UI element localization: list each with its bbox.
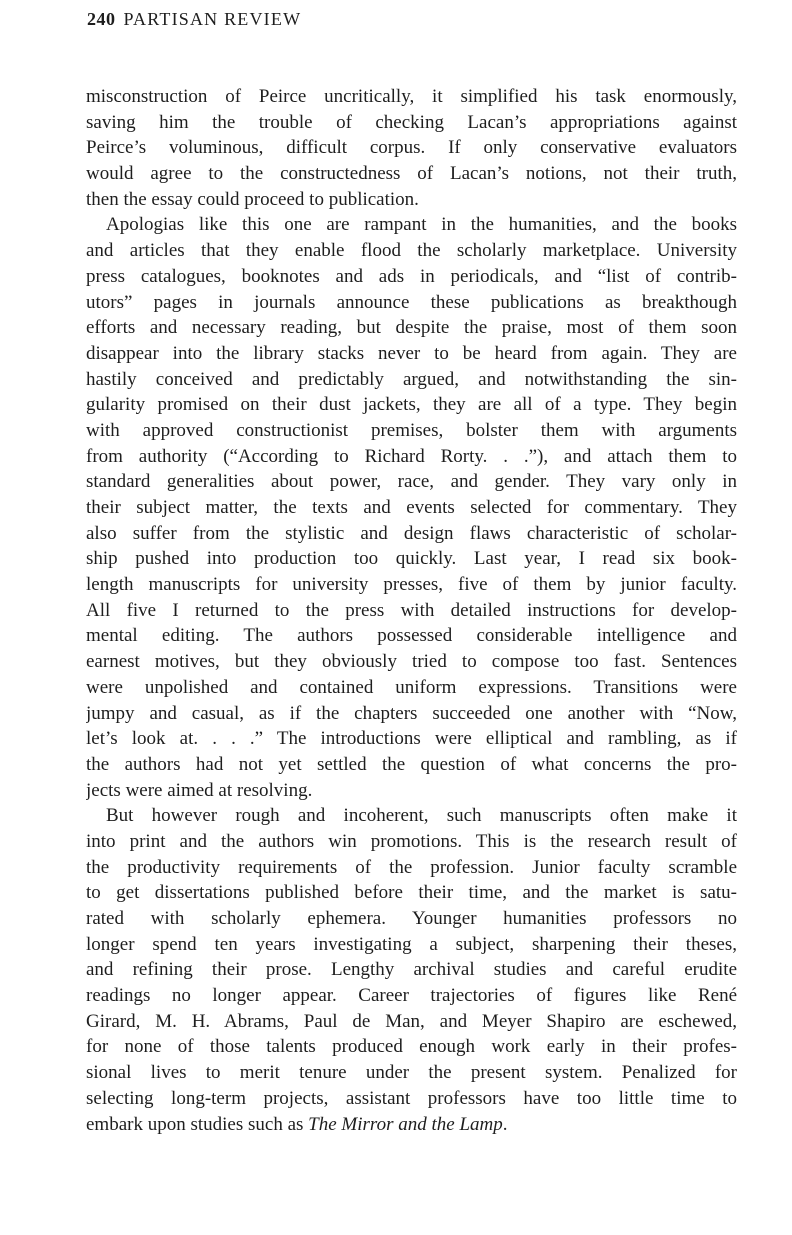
- text-line: and refining their prose. Lengthy archival studies and careful erudite: [86, 959, 737, 981]
- text-line: sional lives to merit tenure under the present system. Penalized for: [86, 1062, 737, 1084]
- text-line: disappear into the library stacks never to be heard from again. They are: [86, 342, 737, 364]
- text-line: rated with scholarly ephemera. Younger humanities professors no: [86, 908, 737, 929]
- text-line: Girard, M. H. Abrams, Paul de Man, and Meyer Shapiro are eschewed,: [86, 1010, 737, 1032]
- text-line: gularity promised on their dust jackets, they are all of a type. They begin: [86, 394, 737, 416]
- text-run: embark upon studies such as: [86, 1113, 309, 1135]
- page-number: 240: [87, 9, 116, 29]
- text-line: But however rough and incoherent, such manuscripts often make it: [106, 805, 737, 827]
- text-line: into print and the authors win promotions. This is the research result of: [86, 830, 737, 852]
- text-line: selecting long-term projects, assistant professors have too little time to: [86, 1087, 737, 1109]
- text-line: let’s look at. . . .” The introductions were elliptical and rambling, as if: [86, 728, 737, 750]
- text-line: the authors had not yet settled the question of what concerns the pro-: [86, 753, 737, 775]
- text-line: mental editing. The authors possessed considerable intelligence and: [86, 625, 737, 647]
- text-line: the productivity requirements of the profession. Junior faculty scramble: [86, 856, 737, 878]
- text-line: then the essay could proceed to publication.: [86, 188, 419, 210]
- paragraph: [86, 84, 737, 212]
- text-line: [86, 1112, 737, 1138]
- text-line: jects were aimed at resolving.: [86, 779, 313, 801]
- text-line: earnest motives, but they obviously tried to compose too fast. Sentences: [86, 651, 737, 673]
- text-line: jumpy and casual, as if the chapters succeeded one another with “Now,: [86, 702, 737, 724]
- text-line: were unpolished and contained uniform expressions. Transitions were: [86, 676, 737, 698]
- running-head: [87, 7, 301, 31]
- text-line: Peirce’s voluminous, difficult corpus. If only conservative evaluators: [86, 137, 737, 159]
- text-line: to get dissertations published before their time, and the market is satu-: [86, 882, 737, 904]
- text-line: press catalogues, booknotes and ads in periodicals, and “list of contrib-: [86, 265, 737, 287]
- text-run: .: [502, 1113, 508, 1135]
- text-line: length manuscripts for university presses, five of them by junior faculty.: [86, 574, 737, 596]
- text-line: ship pushed into production too quickly. Last year, I read six book-: [86, 548, 737, 570]
- text-line: misconstruction of Peirce uncritically, it simplified his task enormously,: [86, 86, 737, 107]
- text-line: standard generalities about power, race, and gender. They vary only in: [86, 471, 737, 493]
- text-line: and articles that they enable flood the scholarly marketplace. University: [86, 240, 737, 262]
- paragraph: [86, 803, 737, 1137]
- text-line: hastily conceived and predictably argued, and notwithstanding the sin-: [86, 368, 737, 390]
- body-text: [86, 84, 737, 1137]
- text-line: longer spend ten years investigating a subject, sharpening their theses,: [86, 933, 737, 955]
- text-line: for none of those talents produced enough work early in their profes-: [86, 1036, 737, 1058]
- text-line: Apologias like this one are rampant in the humanities, and the books: [106, 214, 737, 236]
- text-line: efforts and necessary reading, but despite the praise, most of them soon: [86, 317, 737, 339]
- paragraph: [86, 212, 737, 803]
- text-line: saving him the trouble of checking Lacan’s appropriations against: [86, 111, 737, 133]
- text-line: with approved constructionist premises, bolster them with arguments: [86, 419, 737, 441]
- text-line: would agree to the constructedness of Lacan’s notions, not their truth,: [86, 163, 737, 185]
- book-title: The Mirror and the Lamp: [308, 1113, 503, 1135]
- journal-title: PARTISAN REVIEW: [123, 9, 302, 29]
- text-line: utors” pages in journals announce these publications as breakthough: [86, 291, 737, 313]
- text-line: from authority (“According to Richard Rorty. . .”), and attach them to: [86, 445, 737, 467]
- text-line: readings no longer appear. Career trajectories of figures like René: [86, 985, 737, 1007]
- text-line: their subject matter, the texts and events selected for commentary. They: [86, 497, 737, 518]
- text-line: also suffer from the stylistic and design flaws characteristic of scholar-: [86, 522, 737, 544]
- text-line: All five I returned to the press with detailed instructions for develop-: [86, 599, 737, 621]
